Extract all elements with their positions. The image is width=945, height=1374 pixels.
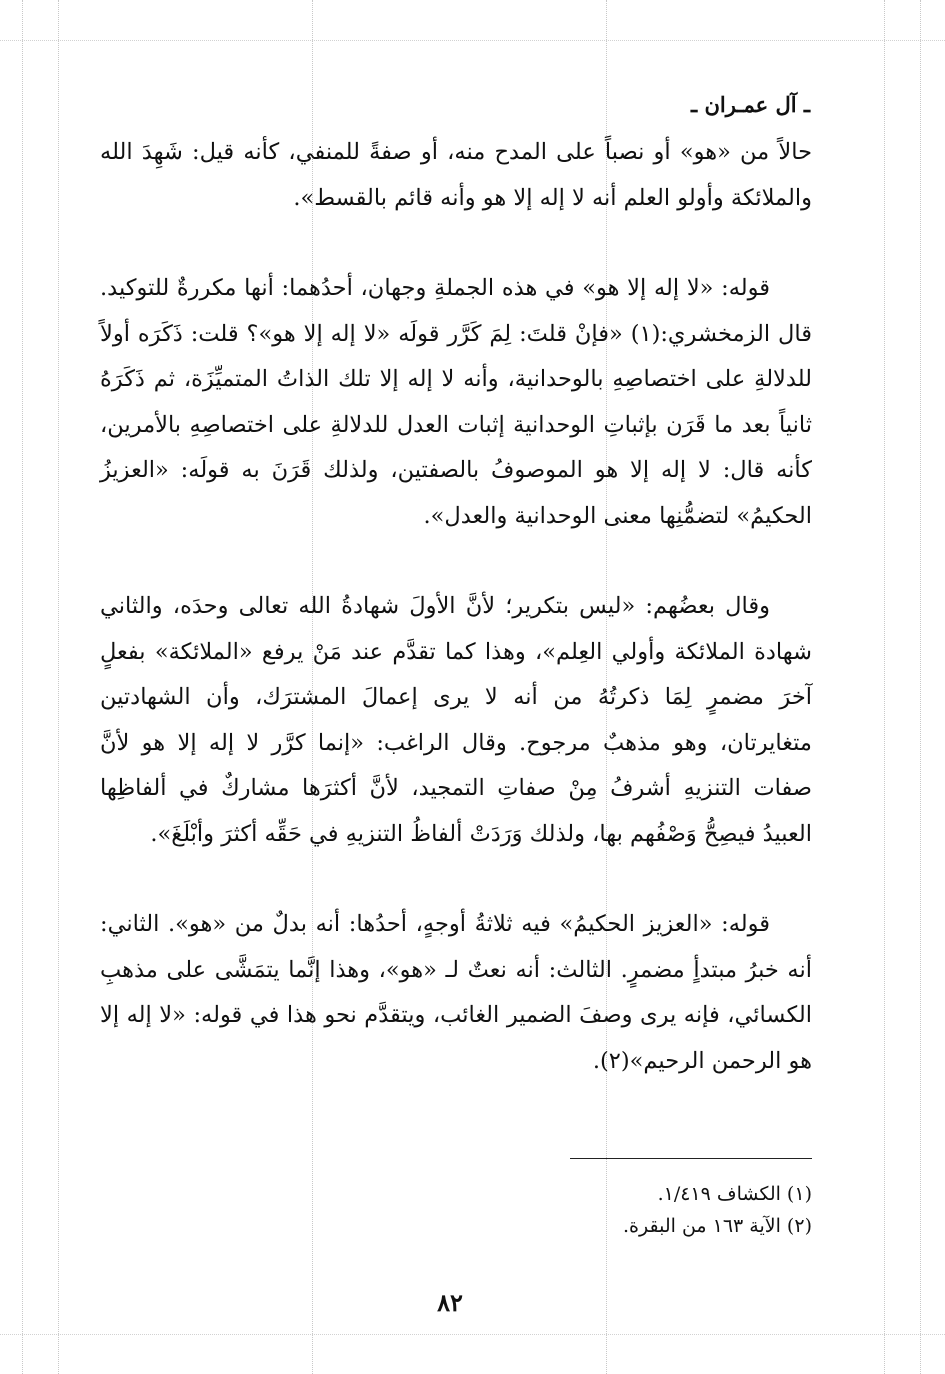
footnote-separator bbox=[570, 1158, 812, 1159]
paragraph: قوله: «العزيز الحكيمُ» فيه ثلاثةُ أوجهٍ، أحدُها: أنه بدلٌ من «هو». الثاني: أنه خبرُ مبتدأٍ مضمرٍ. الثالث: أنه نعتٌ لـ «هو»، وهذا إنَّما يتمَشَّى على مذهبِ الكسائي، فإنه يرى وصفَ الضمير الغائب، ويتقدَّم نحو هذا في قوله: «لا إله إلا هو الرحمن الرحيم»(٢). bbox=[100, 911, 812, 1074]
scan-guide-line bbox=[22, 0, 23, 1374]
main-text bbox=[100, 130, 812, 1129]
scan-guide-line bbox=[920, 0, 921, 1374]
paragraph: وقال بعضُهم: «ليس بتكرير؛ لأنَّ الأولَ شهادةُ الله تعالى وحدَه، والثاني شهادة الملائكة وأولي العِلم»، وهذا كما تقدَّم عند مَنْ يرفع «الملائكة» بفعلٍ آخرَ مضمرٍ لِمَا ذكرتُهُ من أنه لا يرى إعمالَ المشترَك، وأن الشهادتين متغايرتان، وهو مذهبٌ مرجوح. وقال الراغب: «إنما كرَّر لا إله إلا هو لأنَّ صفات التنزيهِ أشرفُ مِنْ صفاتِ التمجيد، لأنَّ أكثرَها مشاركٌ في ألفاظِها العبيدُ فيصِحُّ وَصْفُهم بها، ولذلك وَرَدَتْ ألفاظُ التنزيهِ في حَقِّه أكثرَ وأبْلَغَ». bbox=[100, 593, 812, 847]
footnotes bbox=[500, 1178, 812, 1242]
scan-guide-line bbox=[0, 40, 945, 41]
scan-guide-line bbox=[884, 0, 885, 1374]
paragraph: حالاً من «هو» أو نصباً على المدح منه، أو صفةً للمنفي، كأنه قيل: شَهِدَ الله والملائكة وأولو العلم أنه لا إله إلا هو وأنه قائم بالقسط». bbox=[100, 139, 812, 211]
footnote-item: (١) الكشاف ١/٤١٩. bbox=[657, 1183, 812, 1205]
scan-guide-line bbox=[0, 1334, 945, 1335]
running-head-title: ـ آل عمـران ـ bbox=[691, 92, 810, 117]
paragraph: قوله: «لا إله إلا هو» في هذه الجملةِ وجهان، أحدُهما: أنها مكررةٌ للتوكيد. قال الزمخشري:(١) «فإنْ قلتَ: لِمَ كَرَّر قولَه «لا إله إلا هو»؟ قلت: ذَكَرَه أولاً للدلالةِ على اختصاصِهِ بالوحدانية، وأنه لا إله إلا تلك الذاتُ المتميِّزَة، ثم ذَكَرَهُ ثانياً بعد ما قَرَن بإثباتِ الوحدانية إثبات العدل للدلالةِ على اختصاصِهِ بالأمرين، كأنه قال: لا إله إلا هو الموصوفُ بالصفتين، ولذلك قَرَنَ به قولَه: «العزيزُ الحكيمُ» لتضمُّنِها معنى الوحدانية والعدل». bbox=[100, 275, 812, 529]
footnote-item: (٢) الآية ١٦٣ من البقرة. bbox=[623, 1215, 812, 1237]
scan-guide-line bbox=[58, 0, 59, 1374]
page-number: ٨٢ bbox=[437, 1288, 463, 1317]
